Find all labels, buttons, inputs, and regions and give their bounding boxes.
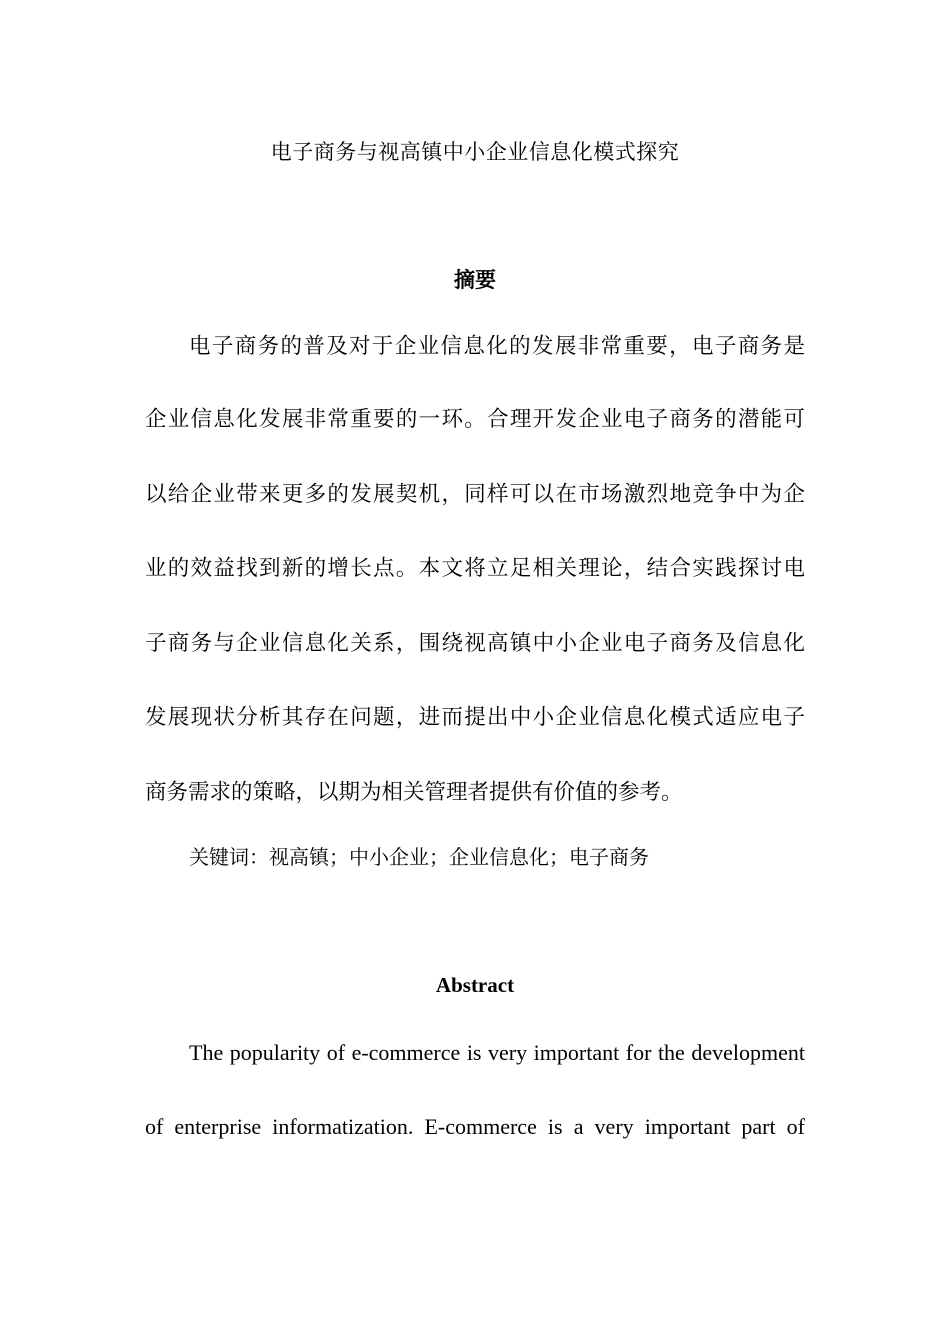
chinese-abstract-line: 发展现状分析其存在问题，进而提出中小企业信息化模式适应电子 (145, 705, 805, 730)
english-abstract-line: The popularity of e-commerce is very important for the development (189, 1040, 805, 1065)
chinese-abstract-line: 以给企业带来更多的发展契机，同样可以在市场激烈地竞争中为企 (145, 482, 805, 507)
document-title: 电子商务与视高镇中小企业信息化模式探究 (270, 140, 680, 164)
chinese-abstract-line: 商务需求的策略，以期为相关管理者提供有价值的参考。 (145, 780, 683, 805)
chinese-abstract-line: 业的效益找到新的增长点。本文将立足相关理论，结合实践探讨电 (145, 556, 805, 581)
chinese-abstract-line: 电子商务的普及对于企业信息化的发展非常重要，电子商务是 (189, 334, 805, 359)
chinese-abstract-line: 子商务与企业信息化关系，围绕视高镇中小企业电子商务及信息化 (145, 631, 805, 656)
english-abstract-heading: Abstract (435, 973, 515, 997)
chinese-abstract-line: 企业信息化发展非常重要的一环。合理开发企业电子商务的潜能可 (145, 407, 805, 432)
chinese-abstract-heading: 摘要 (454, 267, 496, 292)
english-abstract-line: of enterprise informatization. E-commerce is a very important part of (145, 1114, 805, 1139)
chinese-keywords: 关键词：视高镇；中小企业；企业信息化；电子商务 (189, 845, 649, 869)
